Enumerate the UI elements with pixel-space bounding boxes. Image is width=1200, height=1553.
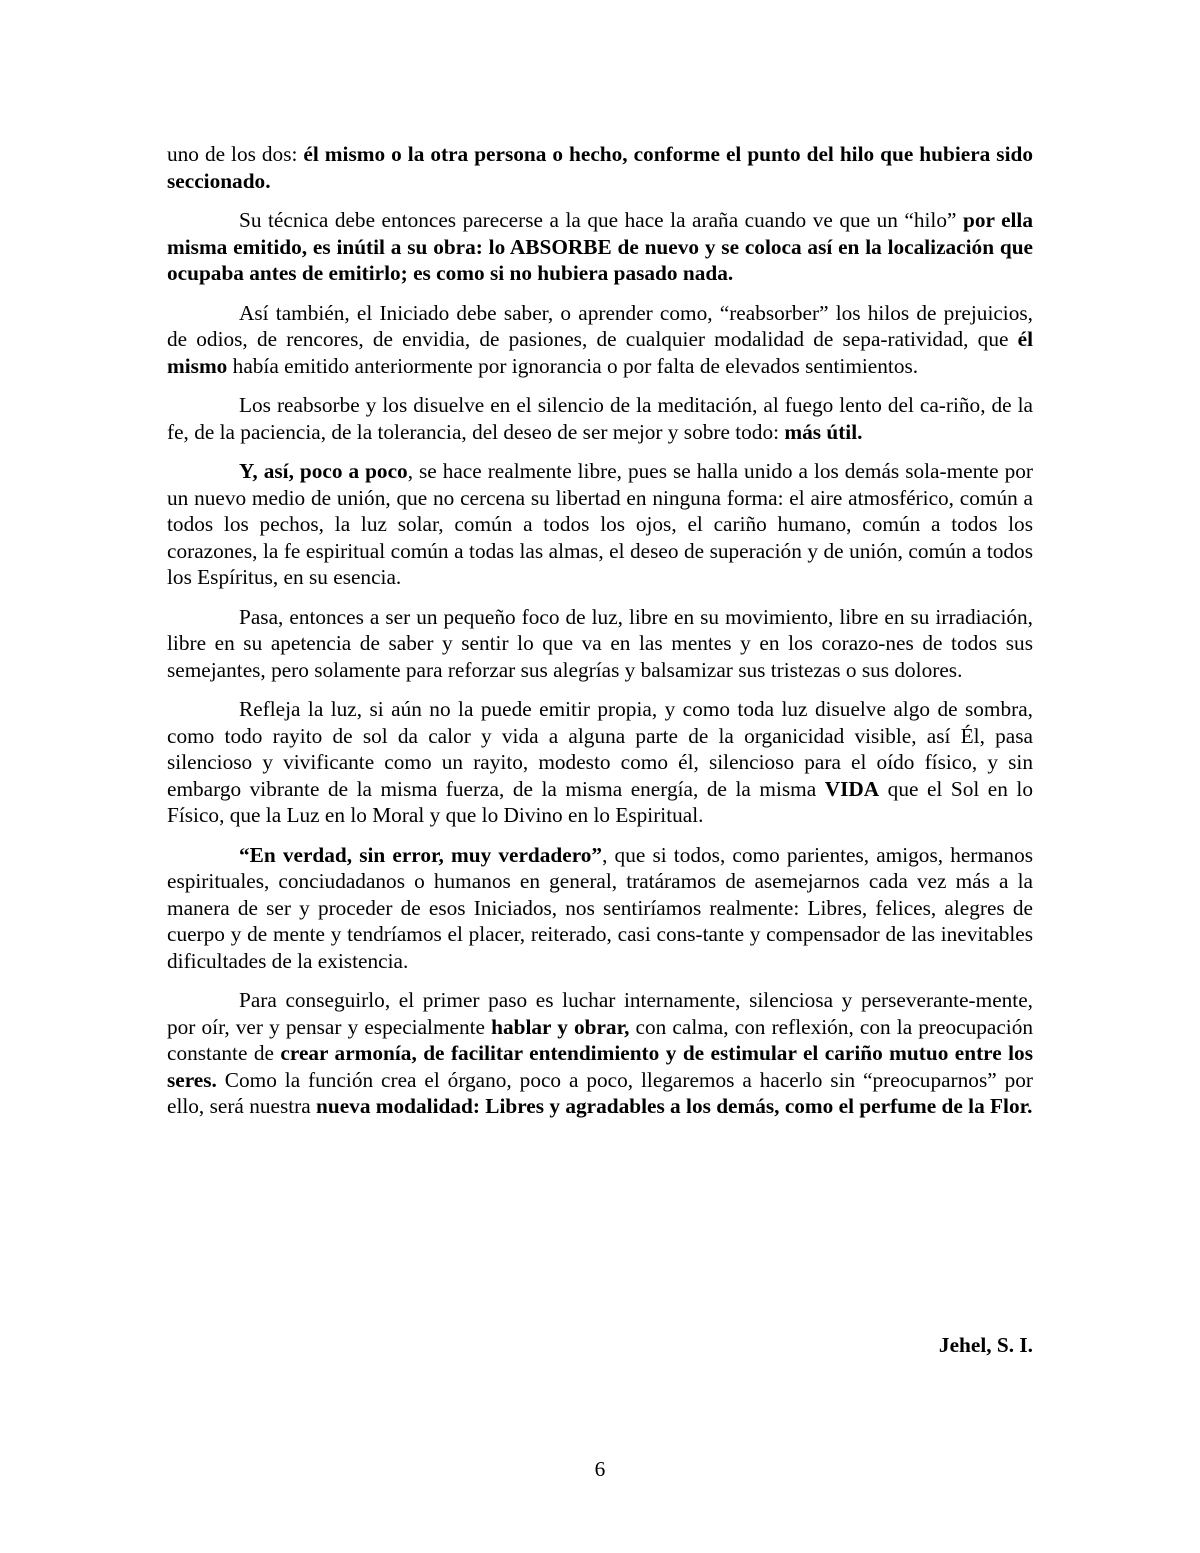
text-run: que el Sol en lo Físico, que la Luz en lo Moral y que lo Divino en lo Espiritual.: [167, 776, 1033, 827]
paragraph: [167, 300, 1033, 380]
text-run: Refleja la luz, si aún no la puede emitir propia, y como toda luz disuelve algo de sombra, como todo rayito de sol da calor y vida a alguna parte de la organicidad visible, así Él, pasa silencioso y vivificante como un rayito, modesto como él, silencioso para el oído físico, y sin embargo vibrante de la misma fuerza, de la misma energía, de la misma: [167, 697, 1033, 801]
text-run: Su técnica debe entonces parecerse a la que hace la araña cuando ve que un “hilo”: [239, 208, 963, 232]
text-run: Como la función crea el órgano, poco a poco, llegaremos a hacerlo sin “preocuparnos” por ello, será nuestra: [167, 1067, 1033, 1118]
text-run: , se hace realmente libre, pues se halla unido a los demás sola-mente por un nuevo medio de unión, que no cercena su libertad en ninguna forma: el aire atmosférico, común a todos los pechos, la luz solar, común a todos los ojos, el cariño humano, común a todos los corazones, la fe espiritual común a todas las almas, el deseo de superación y de unión, común a todos los Espíritus, en su esencia.: [167, 459, 1033, 589]
paragraph: [167, 604, 1033, 684]
bold-text-run: crear armonía, de facilitar entendimiento y de estimular el cariño mutuo entre los seres.: [167, 1041, 1033, 1092]
bold-text-run: él mismo o la otra persona o hecho, conforme el punto del hilo que hubiera sido seccionado.: [167, 142, 1033, 193]
bold-text-run: hablar y obrar,: [491, 1014, 630, 1039]
text-run: Los reabsorbe y los disuelve en el silencio de la meditación, al fuego lento del ca-riño, de la fe, de la paciencia, de la tolerancia, del deseo de ser mejor y sobre todo:: [167, 393, 1033, 444]
text-run: , que si todos, como parientes, amigos, hermanos espirituales, conciudadanos o humanos en general, tratáramos de asemejarnos cada vez más a la manera de ser y proceder de esos Iniciados, nos sentiríamos realmente: Libres, felices, alegres de cuerpo y de mente y tendríamos el placer, reiterado, casi cons-tante y compensador de las inevitables dificultades de la existencia.: [167, 842, 1033, 973]
paragraph: [167, 207, 1033, 287]
paragraph: [167, 392, 1033, 445]
bold-text-run: por ella misma emitido, es inútil a su obra: lo ABSORBE de nuevo y se coloca así en la localización que ocupaba antes de emitirlo; es como si no hubiera pasado nada.: [167, 208, 1034, 285]
paragraph: [167, 696, 1033, 829]
paragraph: [167, 987, 1033, 1120]
bold-text-run: más útil.: [784, 419, 863, 444]
text-run: Pasa, entonces a ser un pequeño foco de luz, libre en su movimiento, libre en su irradiación, libre en su apetencia de saber y sentir lo que va en las mentes y en los corazo-nes de todos sus semejantes, pero solamente para reforzar sus alegrías y balsamizar sus tristezas o sus dolores.: [167, 604, 1033, 682]
text-run: había emitido anteriormente por ignorancia o por falta de elevados sentimientos.: [227, 353, 919, 378]
bold-text-run: nueva modalidad: Libres y agradables a los demás, como el perfume de la Flor.: [316, 1094, 1033, 1118]
bold-text-run: “En verdad, sin error, muy verdadero”: [239, 842, 603, 867]
paragraph: [167, 141, 1033, 194]
page-number: 6: [594, 1457, 606, 1481]
text-run: Así también, el Iniciado debe saber, o aprender como, “reabsorber” los hilos de prejuicios, de odios, de rencores, de envidia, de pasiones, de cualquier modalidad de sepa-ratividad, que: [167, 300, 1033, 351]
bold-text-run: VIDA: [824, 776, 880, 801]
document-body: [167, 141, 1033, 1133]
bold-text-run: él mismo: [167, 327, 1033, 378]
text-run: con calma, con reflexión, con la preocupación constante de: [167, 1014, 1033, 1065]
bold-text-run: Y, así, poco a poco: [239, 459, 408, 483]
text-run: Para conseguirlo, el primer paso es luchar internamente, silenciosa y perseverante-mente, por oír, ver y pensar y especialmente: [167, 988, 1033, 1039]
signature: Jehel, S. I.: [938, 1333, 1033, 1357]
paragraph: [167, 458, 1033, 591]
text-run: uno de los dos:: [167, 142, 304, 166]
paragraph: [167, 842, 1033, 975]
